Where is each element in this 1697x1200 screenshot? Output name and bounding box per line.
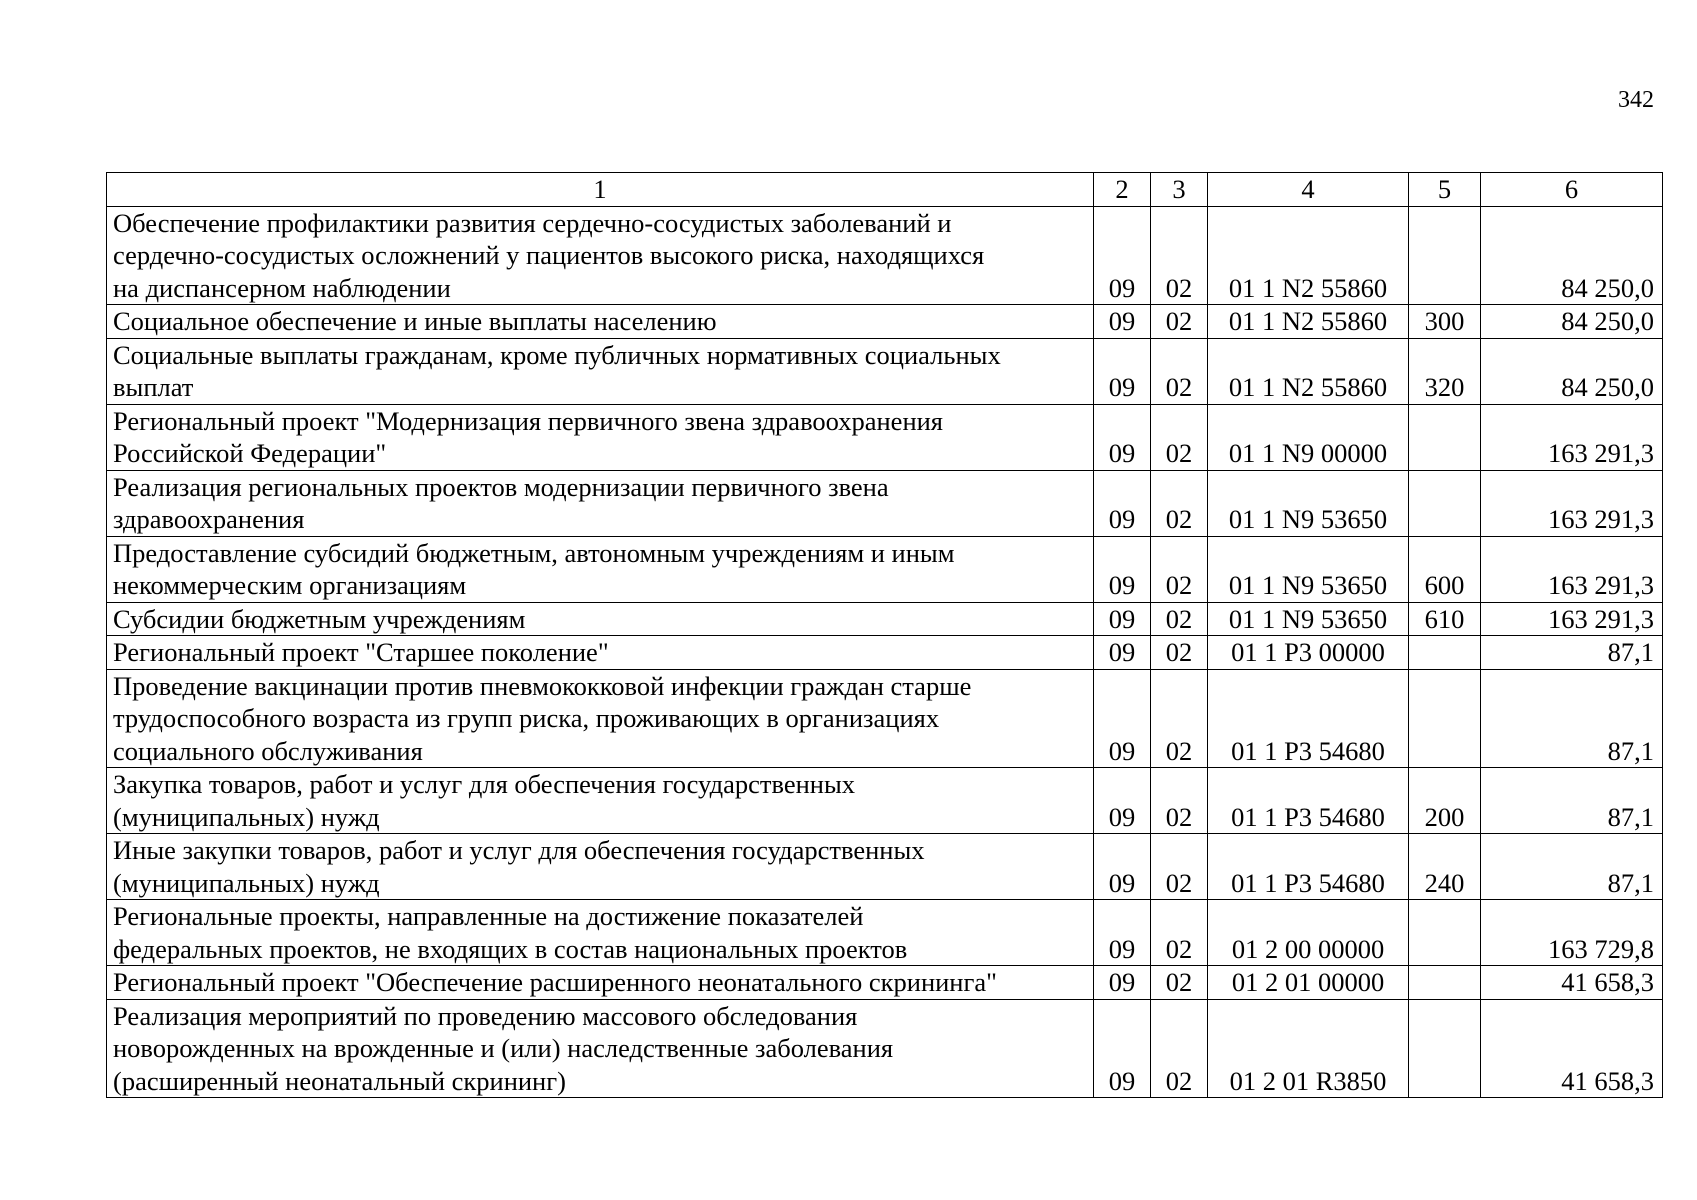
row-name-cell	[107, 966, 1094, 1000]
expense-type-cell: 300	[1409, 305, 1481, 339]
expense-type-cell	[1409, 669, 1481, 768]
amount-cell: 163 291,3	[1481, 602, 1663, 636]
row-name-line: Региональный проект "Модернизация первичного звена здравоохранения	[113, 405, 944, 436]
table-row	[107, 338, 1663, 404]
header-cell-6: 6	[1481, 173, 1663, 207]
row-name-line: Региональный проект "Старшее поколение"	[113, 637, 609, 667]
row-name-cell	[107, 206, 1094, 305]
amount-cell: 84 250,0	[1481, 338, 1663, 404]
page-number: 342	[1618, 87, 1654, 113]
subsection-code-cell: 02	[1151, 536, 1208, 602]
table-row	[107, 536, 1663, 602]
row-name-cell	[107, 900, 1094, 966]
row-name-cell	[107, 305, 1094, 339]
target-article-cell: 01 1 P3 00000	[1208, 636, 1409, 670]
section-code-cell: 09	[1094, 669, 1151, 768]
expense-type-cell	[1409, 404, 1481, 470]
row-name-line: Предоставление субсидий бюджетным, автономным учреждениям и иным	[113, 537, 955, 568]
row-name-line: Реализация региональных проектов модернизации первичного звена	[113, 471, 889, 502]
subsection-code-cell: 02	[1151, 900, 1208, 966]
row-name-cell	[107, 834, 1094, 900]
row-name-line: сердечно-сосудистых осложнений у пациентов высокого риска, находящихся	[113, 240, 985, 270]
row-name-line: (расширенный неонатальный скрининг)	[113, 1065, 566, 1096]
amount-cell: 87,1	[1481, 669, 1663, 768]
table-row	[107, 404, 1663, 470]
row-name-cell	[107, 536, 1094, 602]
row-name-line: социального обслуживания	[113, 735, 423, 766]
expense-type-cell	[1409, 966, 1481, 1000]
amount-cell: 163 291,3	[1481, 470, 1663, 536]
amount-cell: 163 291,3	[1481, 404, 1663, 470]
expense-type-cell: 610	[1409, 602, 1481, 636]
header-cell-3: 3	[1151, 173, 1208, 207]
row-name-line: Субсидии бюджетным учреждениям	[113, 603, 526, 634]
amount-cell: 87,1	[1481, 636, 1663, 670]
budget-table	[106, 172, 1663, 1098]
target-article-cell: 01 2 00 00000	[1208, 900, 1409, 966]
amount-cell: 87,1	[1481, 768, 1663, 834]
row-name-cell	[107, 338, 1094, 404]
row-name-line: на диспансерном наблюдении	[113, 272, 451, 303]
section-code-cell: 09	[1094, 470, 1151, 536]
row-name-line: Обеспечение профилактики развития сердечно-сосудистых заболеваний и	[113, 207, 952, 238]
section-code-cell: 09	[1094, 834, 1151, 900]
amount-cell: 84 250,0	[1481, 206, 1663, 305]
table-row	[107, 834, 1663, 900]
header-cell-2: 2	[1094, 173, 1151, 207]
row-name-line: Региональные проекты, направленные на достижение показателей	[113, 901, 864, 931]
amount-cell: 41 658,3	[1481, 999, 1663, 1098]
subsection-code-cell: 02	[1151, 305, 1208, 339]
target-article-cell: 01 1 P3 54680	[1208, 768, 1409, 834]
target-article-cell: 01 1 N9 53650	[1208, 470, 1409, 536]
row-name-cell	[107, 636, 1094, 670]
target-article-cell: 01 1 N2 55860	[1208, 305, 1409, 339]
table-row	[107, 900, 1663, 966]
row-name-line: выплат	[113, 372, 194, 402]
section-code-cell: 09	[1094, 338, 1151, 404]
expense-type-cell: 240	[1409, 834, 1481, 900]
row-name-line: Российской Федерации"	[113, 438, 387, 468]
expense-type-cell	[1409, 636, 1481, 670]
row-name-cell	[107, 999, 1094, 1098]
section-code-cell: 09	[1094, 602, 1151, 636]
row-name-line: Региональный проект "Обеспечение расширенного неонатального скрининга"	[113, 967, 997, 997]
section-code-cell: 09	[1094, 900, 1151, 966]
row-name-line: некоммерческим организациям	[113, 570, 467, 600]
subsection-code-cell: 02	[1151, 834, 1208, 900]
row-name-cell	[107, 602, 1094, 636]
section-code-cell: 09	[1094, 305, 1151, 339]
row-name-line: Реализация мероприятий по проведению массового обследования	[113, 1000, 858, 1031]
header-cell-4: 4	[1208, 173, 1409, 207]
row-name-cell	[107, 669, 1094, 768]
target-article-cell: 01 2 01 00000	[1208, 966, 1409, 1000]
table-row	[107, 636, 1663, 670]
target-article-cell: 01 1 N9 53650	[1208, 602, 1409, 636]
expense-type-cell: 200	[1409, 768, 1481, 834]
header-cell-5: 5	[1409, 173, 1481, 207]
expense-type-cell	[1409, 999, 1481, 1098]
row-name-line: (муниципальных) нужд	[113, 867, 380, 898]
row-name-line: Социальные выплаты гражданам, кроме публичных нормативных социальных	[113, 339, 1001, 370]
subsection-code-cell: 02	[1151, 602, 1208, 636]
amount-cell: 41 658,3	[1481, 966, 1663, 1000]
amount-cell: 87,1	[1481, 834, 1663, 900]
subsection-code-cell: 02	[1151, 669, 1208, 768]
expense-type-cell: 600	[1409, 536, 1481, 602]
row-name-line: Проведение вакцинации против пневмококковой инфекции граждан старше	[113, 670, 972, 701]
expense-type-cell	[1409, 470, 1481, 536]
table-row	[107, 669, 1663, 768]
subsection-code-cell: 02	[1151, 404, 1208, 470]
amount-cell: 84 250,0	[1481, 305, 1663, 339]
row-name-cell	[107, 470, 1094, 536]
subsection-code-cell: 02	[1151, 338, 1208, 404]
section-code-cell: 09	[1094, 636, 1151, 670]
subsection-code-cell: 02	[1151, 966, 1208, 1000]
table-row	[107, 966, 1663, 1000]
section-code-cell: 09	[1094, 404, 1151, 470]
expense-type-cell	[1409, 206, 1481, 305]
row-name-line: (муниципальных) нужд	[113, 801, 380, 832]
row-name-line: здравоохранения	[113, 504, 305, 534]
table-row	[107, 999, 1663, 1098]
subsection-code-cell: 02	[1151, 768, 1208, 834]
row-name-line: трудоспособного возраста из групп риска, проживающих в организациях	[113, 703, 940, 733]
expense-type-cell	[1409, 900, 1481, 966]
table-row	[107, 768, 1663, 834]
target-article-cell: 01 1 N2 55860	[1208, 338, 1409, 404]
section-code-cell: 09	[1094, 999, 1151, 1098]
section-code-cell: 09	[1094, 768, 1151, 834]
row-name-line: федеральных проектов, не входящих в состав национальных проектов	[113, 933, 908, 964]
table-header-row	[107, 173, 1663, 207]
row-name-line: новорожденных на врожденные и (или) наследственные заболевания	[113, 1033, 894, 1063]
row-name-line: Иные закупки товаров, работ и услуг для обеспечения государственных	[113, 835, 925, 865]
target-article-cell: 01 1 P3 54680	[1208, 669, 1409, 768]
subsection-code-cell: 02	[1151, 206, 1208, 305]
amount-cell: 163 291,3	[1481, 536, 1663, 602]
table-row	[107, 602, 1663, 636]
row-name-line: Социальное обеспечение и иные выплаты населению	[113, 306, 717, 336]
amount-cell: 163 729,8	[1481, 900, 1663, 966]
row-name-line: Закупка товаров, работ и услуг для обеспечения государственных	[113, 769, 856, 799]
target-article-cell: 01 2 01 R3850	[1208, 999, 1409, 1098]
row-name-cell	[107, 404, 1094, 470]
header-cell-1: 1	[107, 173, 1094, 207]
target-article-cell: 01 1 N9 00000	[1208, 404, 1409, 470]
section-code-cell: 09	[1094, 206, 1151, 305]
expense-type-cell: 320	[1409, 338, 1481, 404]
subsection-code-cell: 02	[1151, 636, 1208, 670]
section-code-cell: 09	[1094, 966, 1151, 1000]
target-article-cell: 01 1 P3 54680	[1208, 834, 1409, 900]
table-row	[107, 206, 1663, 305]
subsection-code-cell: 02	[1151, 999, 1208, 1098]
section-code-cell: 09	[1094, 536, 1151, 602]
subsection-code-cell: 02	[1151, 470, 1208, 536]
row-name-cell	[107, 768, 1094, 834]
table-row	[107, 470, 1663, 536]
target-article-cell: 01 1 N2 55860	[1208, 206, 1409, 305]
target-article-cell: 01 1 N9 53650	[1208, 536, 1409, 602]
table-row	[107, 305, 1663, 339]
